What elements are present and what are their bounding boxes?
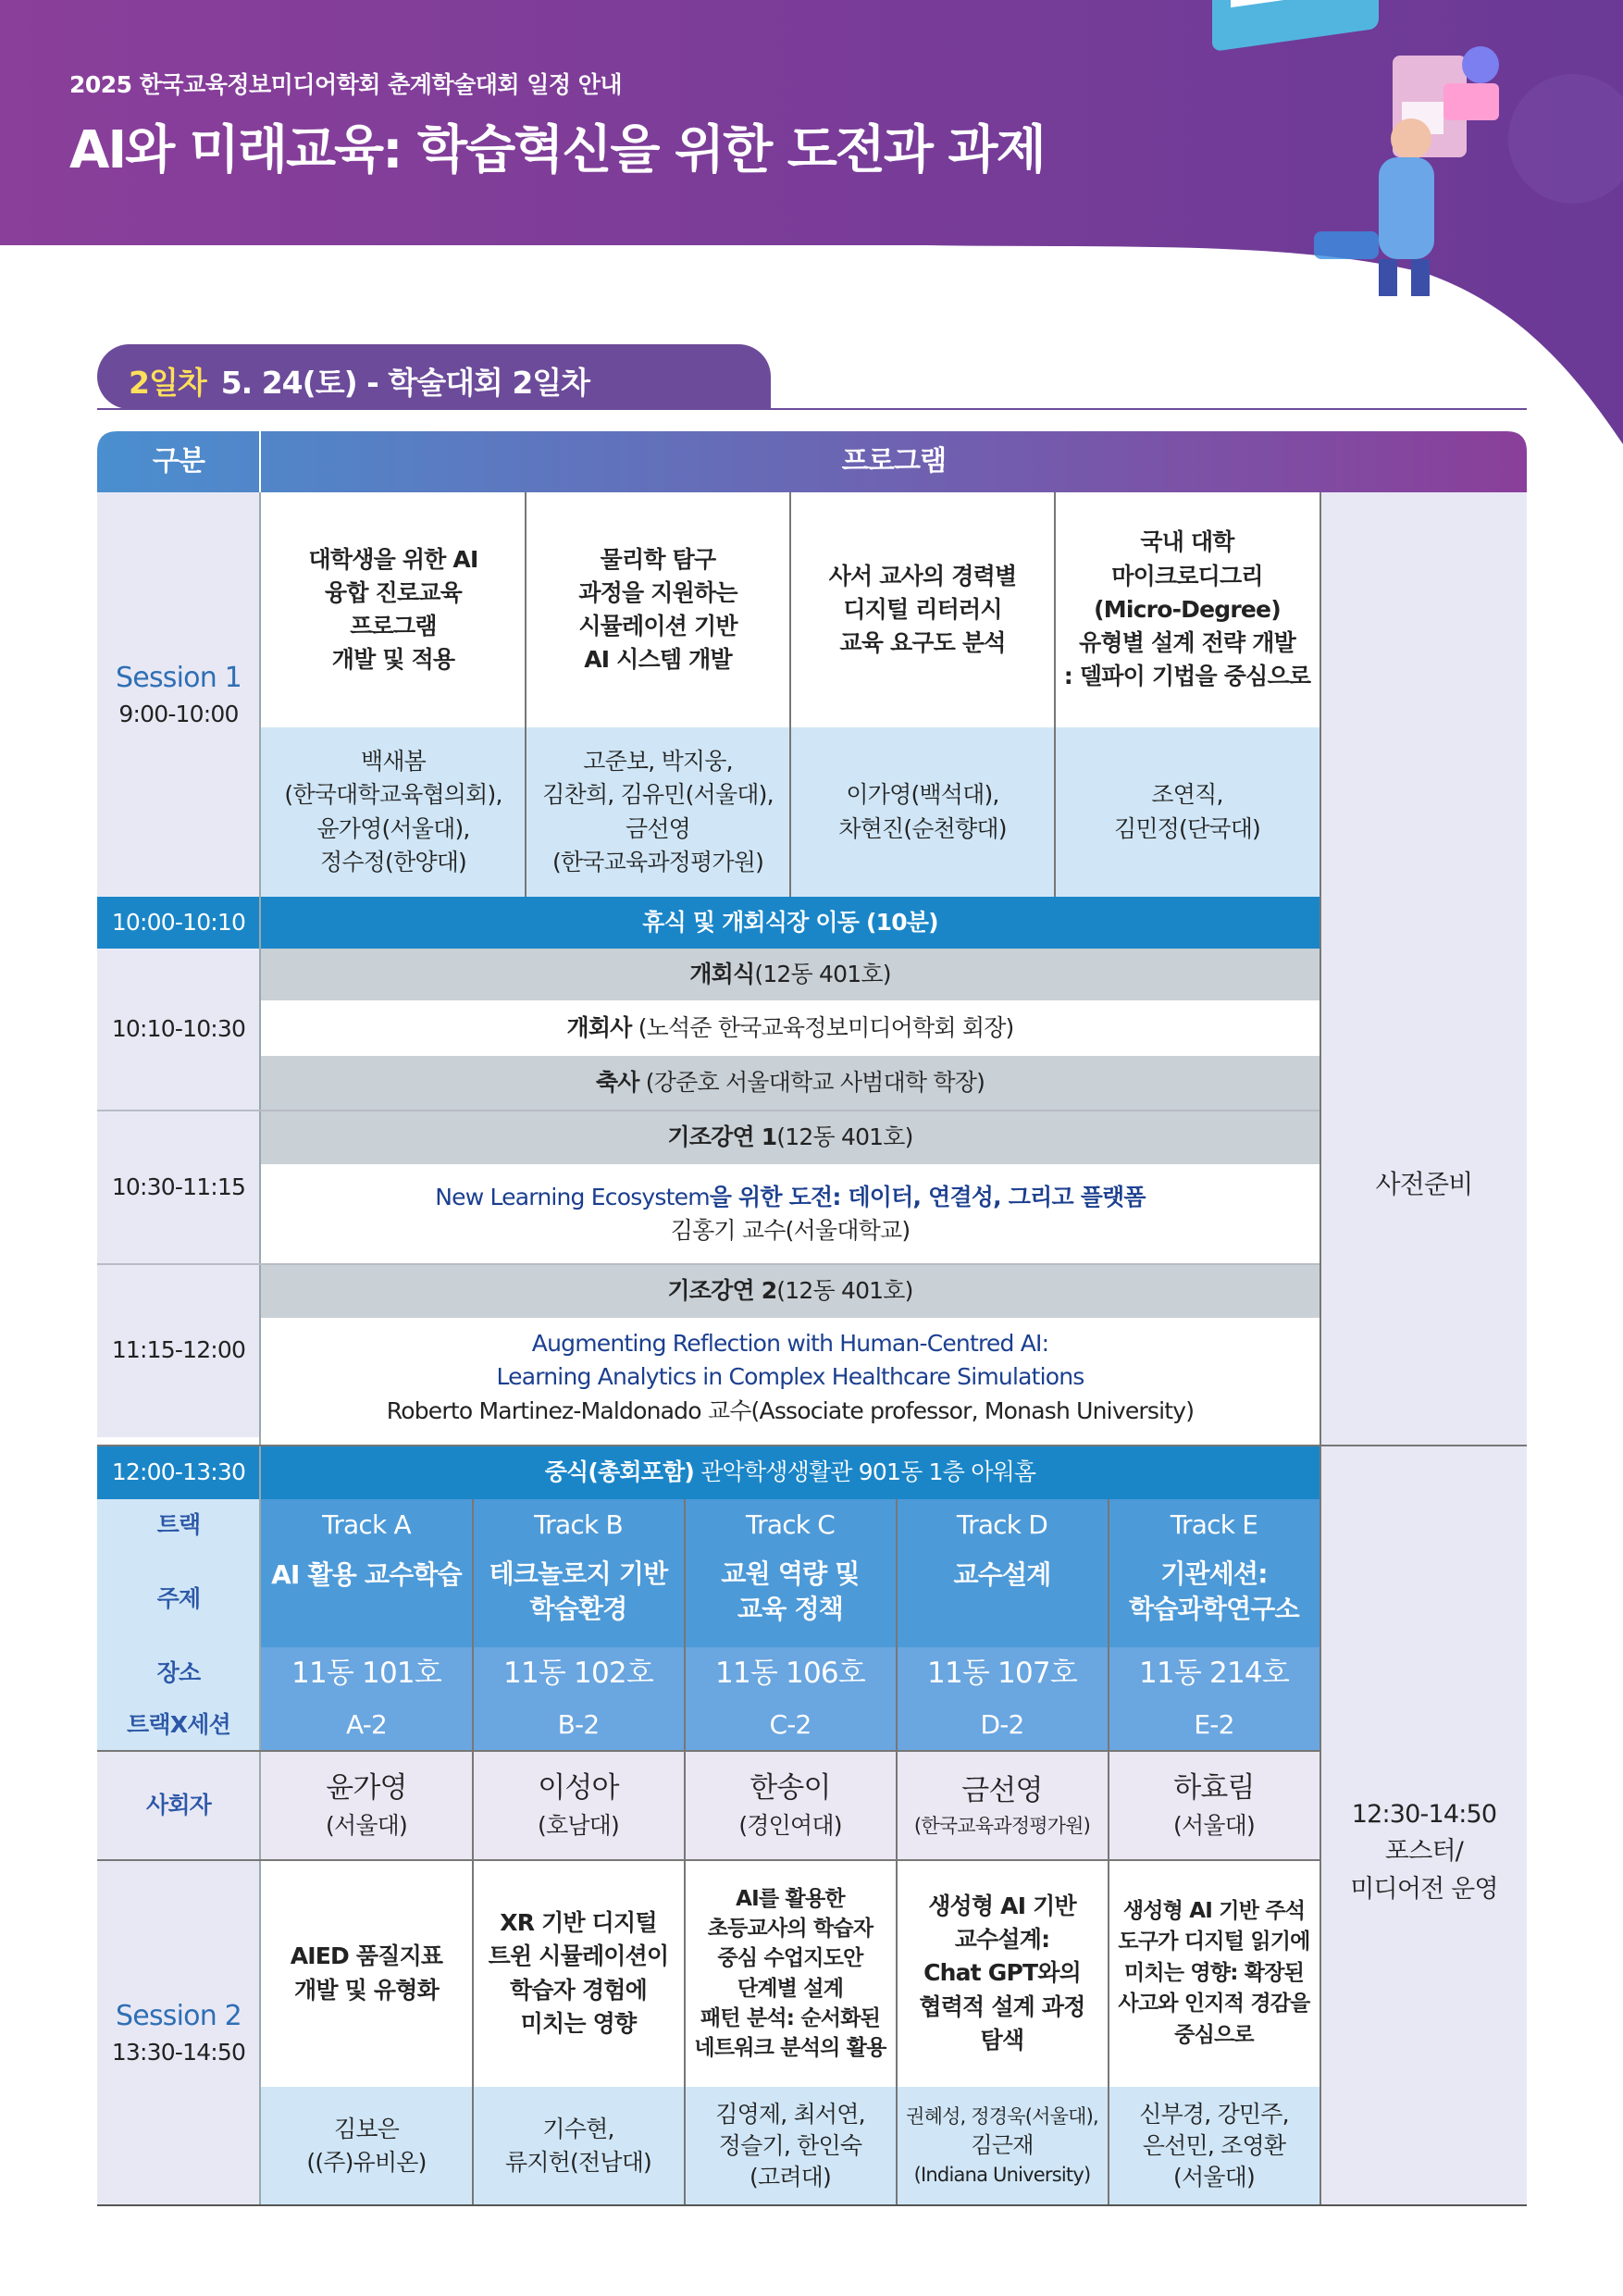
keynote1-title: 기조강연 1(12동 401호) — [261, 1111, 1319, 1164]
track-d-code: D-2 — [980, 1708, 1024, 1740]
session1-paper-2-authors: 고준보, 박지웅, 김찬희, 김유민(서울대), 금선영 (한국교육과정평가원) — [526, 727, 790, 897]
session1-name: Session 1 — [116, 661, 242, 694]
keynote1-content: New Learning Ecosystem을 위한 도전: 데이터, 연결성, 그리고 플랫폼 김홍기 교수(서울대학교) — [261, 1164, 1319, 1264]
track-b-topic: 테크놀로지 기반 학습환경 — [489, 1558, 668, 1624]
col-header-program: 프로그램 — [841, 445, 947, 478]
day-tab — [97, 344, 771, 409]
lunch-time: 12:00-13:30 — [97, 1446, 260, 1499]
table-bottom-line — [97, 2204, 1527, 2206]
break-time: 10:00-10:10 — [97, 897, 260, 949]
track-c-code: C-2 — [769, 1708, 812, 1740]
keynote2-title: 기조강연 2(12동 401호) — [261, 1264, 1319, 1318]
opening-title: 개회식(12동 401호) — [261, 949, 1319, 1000]
grid-line — [789, 492, 791, 897]
lunch-text: 중식(총회포함) 관악학생생활관 901동 1층 아워홈 — [261, 1446, 1319, 1499]
track-b-moderator: 이성아 (호남대) — [473, 1751, 684, 1860]
track-d-moderator: 금선영 (한국교육과정평가원) — [897, 1751, 1108, 1860]
keynote1-time: 10:30-11:15 — [97, 1111, 260, 1264]
session1-paper-3-title: 사서 교사의 경력별 디지털 리터러시 교육 요구도 분석 — [790, 492, 1055, 727]
schedule-table — [97, 431, 1527, 2205]
opening-speech: 개회사 (노석준 한국교육정보미디어학회 회장) — [261, 1000, 1319, 1056]
grid-line — [97, 1750, 1319, 1752]
track-a-name: Track A — [322, 1508, 411, 1540]
keynote1-speaker: 김홍기 교수(서울대학교) — [670, 1217, 911, 1244]
session2-label — [97, 1860, 260, 2205]
session1-paper-1-authors: 백새봄 (한국대학교육협의회), 윤가영(서울대), 정수정(한양대) — [261, 727, 526, 897]
grid-line — [97, 1263, 1319, 1265]
side-empty — [1321, 1446, 1527, 1499]
track-e-code: E-2 — [1194, 1708, 1234, 1740]
track-c-name: Track C — [745, 1508, 836, 1540]
track-e-topic: 기관세션: 학습과학연구소 — [1129, 1558, 1299, 1624]
session1-label — [97, 492, 260, 897]
divider — [97, 408, 1527, 410]
track-e-name: Track E — [1170, 1508, 1258, 1540]
track-a-paper: AIED 품질지표 개발 및 유형화 — [261, 1860, 472, 2087]
session1-paper-4-authors: 조연직, 김민정(단국대) — [1055, 727, 1319, 897]
grid-line — [1054, 492, 1056, 897]
day-text: 5. 24(토) - 학술대회 2일차 — [220, 365, 590, 401]
pre-title: 2025 한국교육정보미디어학회 춘계학술대회 일정 안내 — [69, 71, 623, 98]
side-note-prep-text: 사전준비 — [1375, 1169, 1473, 1200]
track-a-room: 11동 101호 — [291, 1656, 441, 1690]
grid-line — [97, 1110, 1319, 1111]
track-a-moderator: 윤가영 (서울대) — [261, 1751, 472, 1860]
grid-line — [1108, 1499, 1109, 2205]
track-c-paper: AI를 활용한 초등교사의 학습자 중심 수업지도안 단계별 설계 패턴 분석: 순서화된 네트워크 분석의 활용 — [685, 1860, 896, 2087]
track-b-paper: XR 기반 디지털 트윈 시뮬레이션이 학습자 경험에 미치는 영향 — [473, 1860, 684, 2087]
track-d-authors: 권혜성, 정경욱(서울대), 김근재 (Indiana University) — [897, 2087, 1108, 2205]
keynote2-speaker: Roberto Martinez-Maldonado 교수(Associate professor, Monash University) — [386, 1396, 1195, 1424]
track-a-topic: AI 활용 교수학습 — [271, 1559, 462, 1590]
track-a-code: A-2 — [345, 1708, 388, 1740]
grid-line — [896, 1499, 898, 2205]
col-header-category: 구분 — [152, 445, 205, 478]
track-b-name: Track B — [534, 1508, 623, 1540]
track-e-moderator: 하효림 (서울대) — [1109, 1751, 1319, 1860]
track-a-authors: 김보은 ((주)유비온) — [261, 2087, 472, 2205]
session1-time: 9:00-10:00 — [118, 701, 239, 728]
session2-time: 13:30-14:50 — [111, 2039, 246, 2066]
track-d-name: Track D — [956, 1508, 1048, 1540]
track-c-topic: 교원 역량 및 교육 정책 — [721, 1558, 860, 1624]
page-title: AI와 미래교육: 학습혁신을 위한 도전과 과제 — [69, 120, 1045, 180]
track-e-room: 11동 214호 — [1139, 1656, 1289, 1690]
track-b-room: 11동 102호 — [503, 1656, 653, 1690]
session1-paper-2-title: 물리학 탐구 과정을 지원하는 시뮬레이션 기반 AI 시스템 개발 — [526, 492, 790, 727]
grid-line — [472, 1499, 474, 2205]
grid-line — [684, 1499, 686, 2205]
grid-line — [97, 1445, 1527, 1446]
track-e-paper: 생성형 AI 기반 주석 도구가 디지털 읽기에 미치는 영향: 확장된 사고와 인지적 경감을 중심으로 — [1109, 1860, 1319, 2087]
track-d-topic: 교수설계 — [953, 1559, 1051, 1590]
track-d-paper: 생성형 AI 기반 교수설계: Chat GPT와의 협력적 설계 과정 탐색 — [897, 1860, 1108, 2087]
row-label-place: 장소 — [97, 1647, 260, 1699]
track-d-room: 11동 107호 — [927, 1656, 1077, 1690]
session1-paper-1-title: 대학생을 위한 AI 융합 진로교육 프로그램 개발 및 적용 — [261, 492, 526, 727]
congrats-speech: 축사 (강준호 서울대학교 사범대학 학장) — [261, 1056, 1319, 1111]
grid-line — [525, 492, 527, 897]
row-label-session: 트랙X세션 — [97, 1699, 260, 1751]
session2-name: Session 2 — [116, 1999, 242, 2032]
track-c-authors: 김영제, 최서연, 정슬기, 한인숙 (고려대) — [685, 2087, 896, 2205]
poster-session: 12:30-14:50 포스터/ 미디어전 운영 — [1321, 1499, 1527, 2205]
opening-time: 10:10-10:30 — [97, 949, 260, 1111]
day-label: 2일차 — [129, 365, 206, 401]
grid-line — [1319, 492, 1321, 2205]
track-b-authors: 기수현, 류지헌(전남대) — [473, 2087, 684, 2205]
track-b-code: B-2 — [557, 1708, 600, 1740]
grid-line — [97, 1859, 1319, 1861]
track-e-authors: 신부경, 강민주, 은선민, 조영환 (서울대) — [1109, 2087, 1319, 2205]
grid-line — [259, 492, 261, 2205]
keynote2-content: Augmenting Reflection with Human-Centred AI: Learning Analytics in Complex Healthcare Simulations Roberto Martinez-Maldonado 교수(Associate professor, Monash University) — [261, 1318, 1319, 1437]
track-c-moderator: 한송이 (경인여대) — [685, 1751, 896, 1860]
session1-paper-4-title: 국내 대학 마이크로디그리 (Micro-Degree) 유형별 설계 전략 개발 : 델파이 기법을 중심으로 — [1055, 492, 1319, 727]
track-c-room: 11동 106호 — [715, 1656, 865, 1690]
row-label-moderator: 사회자 — [97, 1751, 260, 1860]
keynote2-time: 11:15-12:00 — [97, 1264, 260, 1437]
row-label-topic: 주제 — [97, 1551, 260, 1647]
row-label-track: 트랙 — [97, 1499, 260, 1551]
break-text: 휴식 및 개회식장 이동 (10분) — [261, 897, 1319, 949]
session1-paper-3-authors: 이가영(백석대), 차현진(순천향대) — [790, 727, 1055, 897]
